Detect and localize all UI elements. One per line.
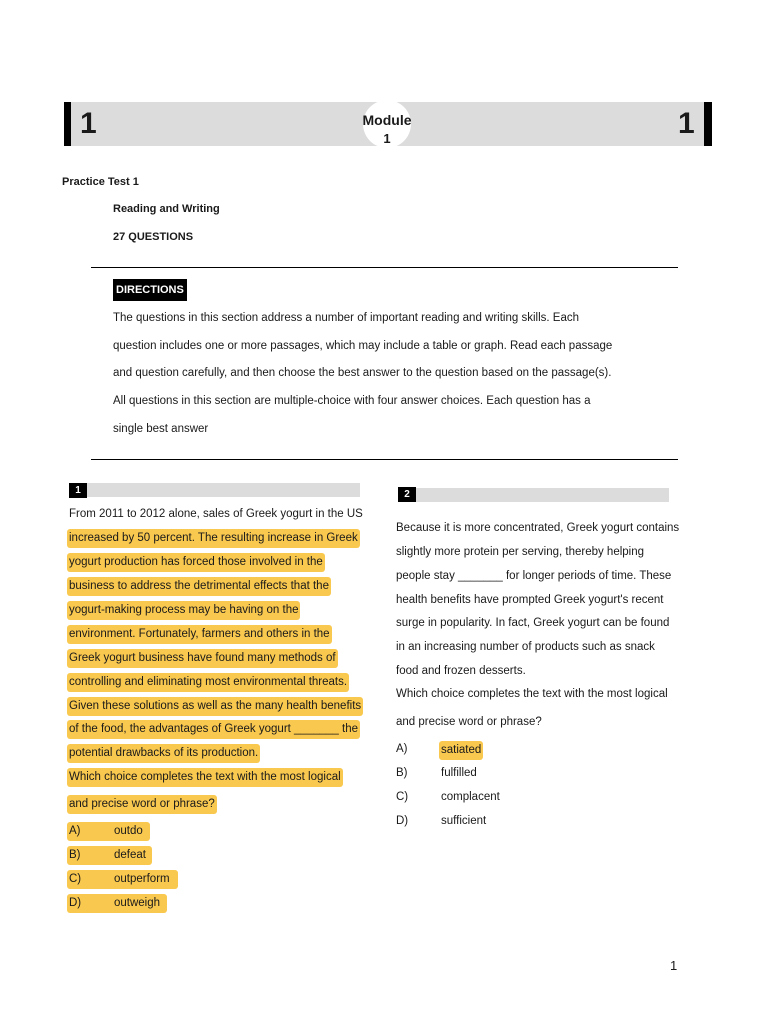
question-1-number: 1	[69, 483, 87, 498]
header-right-number: 1	[678, 107, 695, 140]
question-2-prompt-line: and precise word or phrase?	[396, 716, 542, 728]
module-number: 1	[383, 131, 391, 146]
question-count: 27 QUESTIONS	[113, 231, 194, 243]
question-1-passage-line: environment. Fortunately, farmers and others in the	[67, 625, 332, 644]
question-2-header-bar	[399, 488, 669, 502]
question-2-choice-a[interactable]	[394, 740, 498, 759]
directions-line: single best answer	[113, 423, 209, 435]
page-number: 1	[670, 958, 678, 973]
question-1-passage-line: yogurt-making process may be having on the	[67, 601, 300, 620]
directions-line: All questions in this section are multiple-choice with four answer choices. Each question has a	[113, 395, 591, 407]
choice-text: outperform	[114, 873, 170, 885]
directions-line: and question carefully, and then choose the best answer to the question based on the passage(s).	[113, 367, 612, 379]
question-1-passage-line: Given these solutions as well as the many health benefits	[67, 697, 363, 716]
question-2-passage-line: slightly more protein per serving, thereby helping	[396, 546, 645, 558]
practice-test-title: Practice Test 1	[62, 176, 139, 188]
header-right-bar	[704, 102, 712, 146]
header-left-number: 1	[80, 107, 97, 140]
choice-text: satiated	[439, 741, 483, 760]
choice-text: complacent	[441, 791, 500, 803]
choice-letter: D)	[396, 815, 409, 827]
choice-letter: B)	[69, 849, 81, 861]
header-left-bar	[64, 102, 71, 146]
choice-letter: A)	[396, 743, 408, 755]
choice-text: sufficient	[441, 815, 487, 827]
choice-text: outweigh	[114, 897, 161, 909]
question-1-passage-line: potential drawbacks of its production.	[67, 744, 260, 763]
question-2-passage-line: surge in popularity. In fact, Greek yogurt can be found	[396, 617, 670, 629]
divider-bottom	[91, 459, 678, 460]
question-1-passage-line: business to address the detrimental effects that the	[67, 577, 331, 596]
choice-letter: C)	[396, 791, 409, 803]
question-2-prompt-line: Which choice completes the text with the most logical	[396, 688, 668, 700]
choice-text: outdo	[114, 825, 143, 837]
section-title: Reading and Writing	[113, 203, 220, 215]
question-1-passage-line: From 2011 to 2012 alone, sales of Greek yogurt in the US	[69, 508, 363, 520]
question-1-prompt-line: Which choice completes the text with the most logical	[67, 768, 343, 787]
question-2-choice-b[interactable]	[394, 764, 498, 783]
question-2-choice-c[interactable]	[394, 788, 518, 807]
question-1-passage-line: controlling and eliminating most environmental threats.	[67, 673, 349, 692]
divider-top	[91, 267, 678, 268]
choice-letter: A)	[69, 825, 81, 837]
question-1-passage-line: Greek yogurt business have found many methods of	[67, 649, 338, 668]
question-1-header-bar	[70, 483, 360, 497]
choice-text: fulfilled	[441, 767, 477, 779]
choice-text: defeat	[114, 849, 146, 861]
question-2-passage-line: health benefits have prompted Greek yogurt's recent	[396, 594, 664, 606]
directions-label: DIRECTIONS	[113, 279, 187, 301]
directions-line: question includes one or more passages, which may include a table or graph. Read each passage	[113, 340, 613, 352]
choice-letter: B)	[396, 767, 408, 779]
question-1-choice-c[interactable]	[67, 870, 178, 889]
question-2-passage-line: people stay _______ for longer periods of time. These	[396, 570, 672, 582]
question-1-prompt-line: and precise word or phrase?	[67, 795, 217, 814]
choice-letter: C)	[69, 873, 82, 885]
module-title: Module	[362, 112, 412, 128]
question-2-choice-d[interactable]	[394, 812, 508, 831]
question-1-passage-line: yogurt production has forced those involved in the	[67, 553, 325, 572]
question-1-passage-line: of the food, the advantages of Greek yogurt _______ the	[67, 720, 360, 739]
question-2-passage-line: food and frozen desserts.	[396, 665, 526, 677]
question-2-passage-line: Because it is more concentrated, Greek yogurt contains	[396, 522, 680, 534]
question-1-choice-d[interactable]	[67, 894, 167, 913]
directions-line: The questions in this section address a number of important reading and writing skills. Each	[113, 312, 579, 324]
question-2-passage-line: in an increasing number of products such as snack	[396, 641, 655, 653]
question-1-choice-a[interactable]	[67, 822, 150, 841]
question-2-number: 2	[398, 487, 416, 502]
question-1-choice-b[interactable]	[67, 846, 152, 865]
question-1-passage-line: increased by 50 percent. The resulting increase in Greek	[67, 529, 360, 548]
choice-letter: D)	[69, 897, 82, 909]
